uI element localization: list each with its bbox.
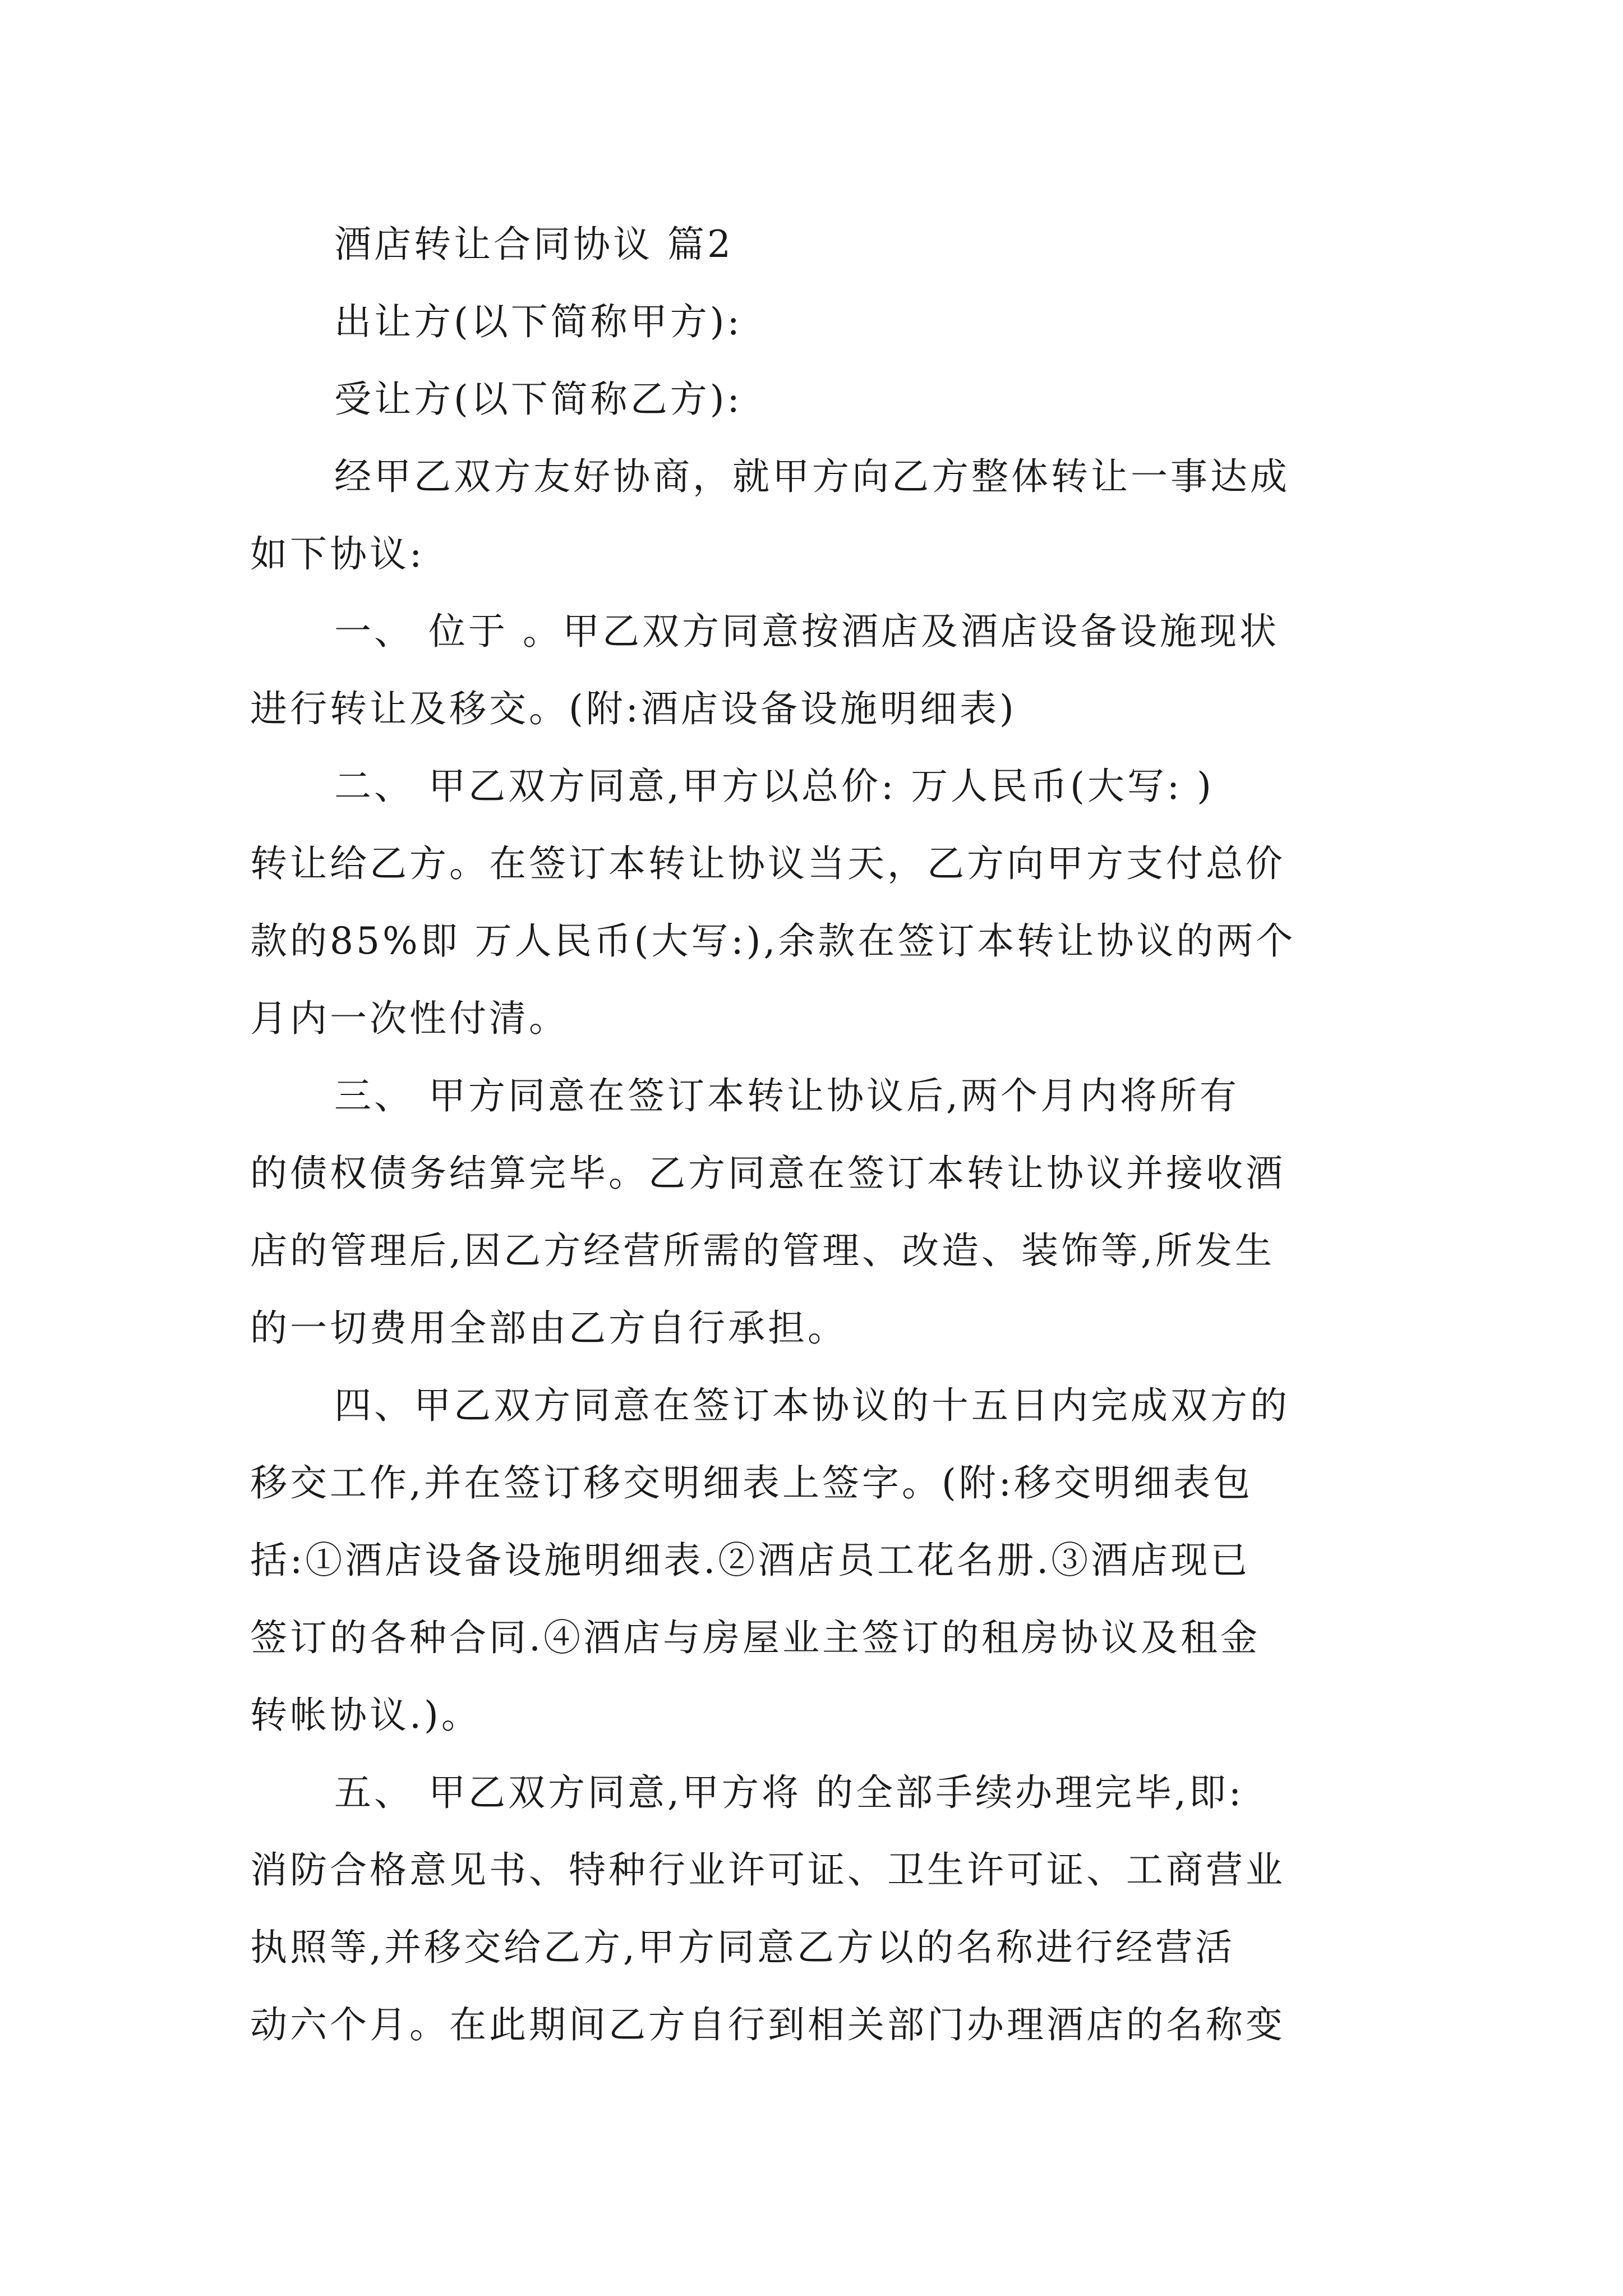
clause-3-line-1: 三、 甲方同意在签订本转让协议后,两个月内将所有 bbox=[334, 1074, 1239, 1117]
intro-line-1: 经甲乙双方友好协商，就甲方向乙方整体转让一事达成 bbox=[334, 455, 1290, 498]
clause-2-line-1: 二、 甲乙双方同意,甲方以总价: 万人民币(大写: ) bbox=[334, 765, 1214, 808]
clause-4-line-5: 转帐协议.)。 bbox=[250, 1694, 481, 1737]
transferee-line: 受让方(以下简称乙方): bbox=[334, 378, 743, 421]
clause-1-line-2: 进行转让及移交。(附:酒店设备设施明细表) bbox=[250, 687, 1017, 730]
clause-4-line-3: 括:①酒店设备设施明细表.②酒店员工花名册.③酒店现已 bbox=[250, 1539, 1251, 1582]
clause-5-line-2: 消防合格意见书、特种行业许可证、卫生许可证、工商营业 bbox=[250, 1848, 1285, 1892]
clause-4-line-1: 四、甲乙双方同意在签订本协议的十五日内完成双方的 bbox=[334, 1384, 1290, 1427]
clause-2-line-2: 转让给乙方。在签订本转让协议当天，乙方向甲方支付总价 bbox=[250, 842, 1285, 885]
clause-5-line-4: 动六个月。在此期间乙方自行到相关部门办理酒店的名称变 bbox=[250, 2003, 1285, 2046]
clause-5-line-3: 执照等,并移交给乙方,甲方同意乙方以的名称进行经营活 bbox=[250, 1926, 1235, 1969]
clause-3-line-3: 店的管理后,因乙方经营所需的管理、改造、装饰等,所发生 bbox=[250, 1229, 1275, 1272]
intro-line-2: 如下协议: bbox=[250, 532, 425, 576]
clause-3-line-2: 的债权债务结算完毕。乙方同意在签订本转让协议并接收酒 bbox=[250, 1152, 1285, 1195]
clause-2-line-4: 月内一次性付清。 bbox=[250, 997, 569, 1040]
clause-4-line-4: 签订的各种合同.④酒店与房屋业主签订的租房协议及租金 bbox=[250, 1616, 1260, 1659]
clause-5-line-1: 五、 甲乙双方同意,甲方将 的全部手续办理完毕,即: bbox=[334, 1771, 1244, 1814]
transferor-line: 出让方(以下简称甲方): bbox=[334, 300, 743, 343]
clause-1-line-1: 一、 位于 。甲乙双方同意按酒店及酒店设备设施现状 bbox=[334, 610, 1279, 653]
clause-3-line-4: 的一切费用全部由乙方自行承担。 bbox=[250, 1306, 847, 1350]
clause-2-line-3: 款的85%即 万人民币(大写:),余款在签订本转让协议的两个 bbox=[250, 919, 1296, 963]
clause-4-line-2: 移交工作,并在签订移交明细表上签字。(附:移交明细表包 bbox=[250, 1461, 1253, 1504]
document-title: 酒店转让合同协议 篇2 bbox=[334, 223, 734, 266]
